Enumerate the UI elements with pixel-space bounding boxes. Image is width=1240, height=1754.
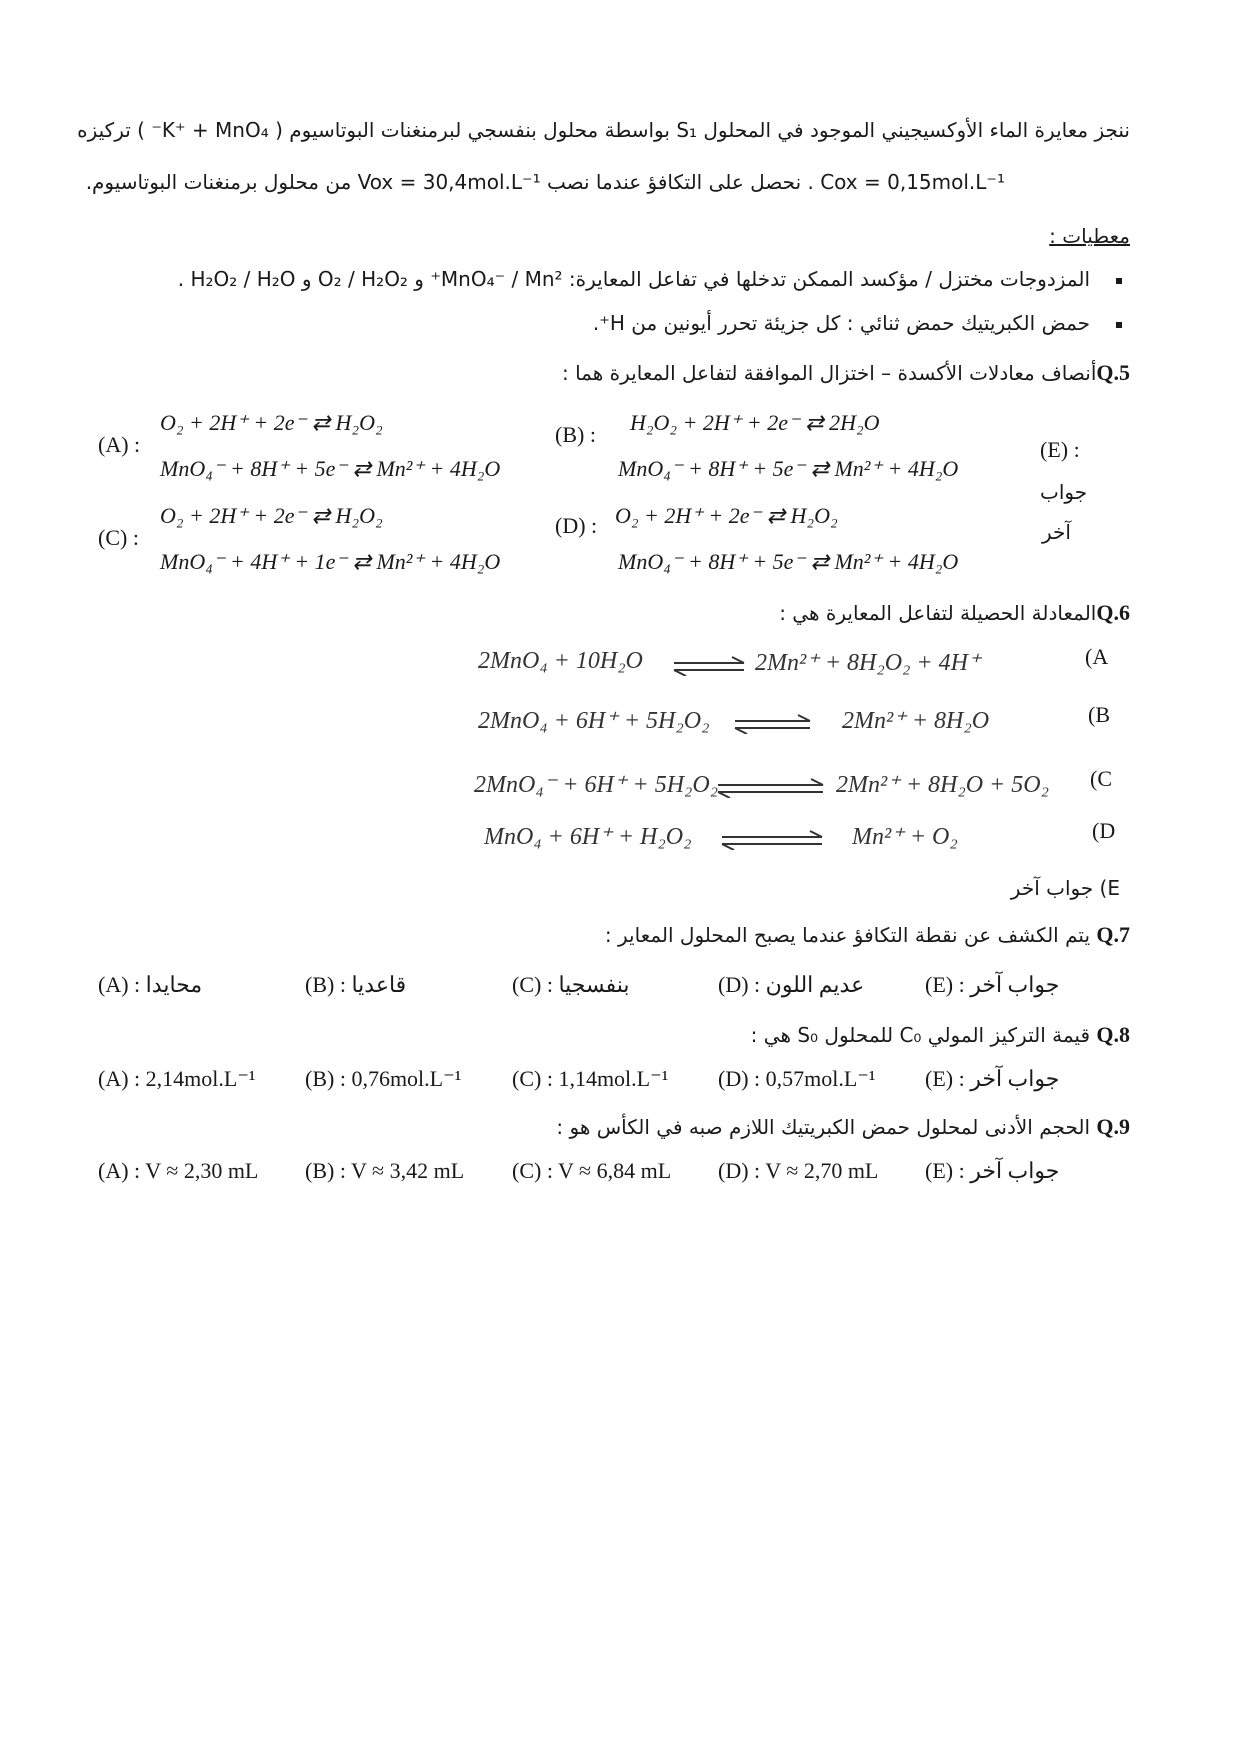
q6-number: Q.6 bbox=[1096, 600, 1130, 625]
q9-option-B[interactable]: (B) : V ≈ 3,42 mL bbox=[305, 1158, 465, 1183]
equilibrium-arrow-icon bbox=[716, 778, 826, 798]
q5-A-eq2: MnO₄⁻ + 8H⁺ + 5e⁻ ⇄ Mn²⁺ + 4H₂O bbox=[160, 456, 501, 481]
q6-D-lhs: MnO₄ + 6H⁺ + H₂O₂ bbox=[484, 824, 692, 850]
q8-option-C[interactable]: (C) : 1,14mol.L⁻¹ bbox=[512, 1066, 669, 1091]
givens-bullet-2: حمض الكبريتيك حمض ثنائي : كل جزيئة تحرر أيونين من H⁺. bbox=[592, 311, 1090, 335]
q5-D-eq2: MnO₄⁻ + 8H⁺ + 5e⁻ ⇄ Mn²⁺ + 4H₂O bbox=[618, 549, 959, 574]
q8-option-D[interactable]: (D) : 0,57mol.L⁻¹ bbox=[718, 1066, 876, 1091]
q9-heading bbox=[556, 1114, 1130, 1140]
q9-number: Q.9 bbox=[1096, 1114, 1130, 1139]
q7-option-D[interactable]: (D) : عديم اللون bbox=[718, 972, 865, 997]
equilibrium-arrow-icon bbox=[720, 830, 825, 850]
q9-option-D[interactable]: (D) : V ≈ 2,70 mL bbox=[718, 1158, 879, 1183]
intro-line-1: ننجز معايرة الماء الأوكسيجيني الموجود في المحلول S₁ بواسطة محلول بنفسجي لبرمنغنات البوتاسيوم ( K⁺ + MnO₄⁻ ) تركيزه bbox=[77, 118, 1130, 142]
q6-C-lhs: 2MnO₄⁻ + 6H⁺ + 5H₂O₂ bbox=[474, 772, 719, 798]
q7-option-A[interactable]: (A) : محايدا bbox=[98, 972, 203, 997]
q6-C-rhs: 2Mn²⁺ + 8H₂O + 5O₂ bbox=[836, 772, 1049, 798]
q8-heading bbox=[751, 1022, 1130, 1048]
q5-B-eq2: MnO₄⁻ + 8H⁺ + 5e⁻ ⇄ Mn²⁺ + 4H₂O bbox=[618, 456, 959, 481]
q5-B-eq1: H₂O₂ + 2H⁺ + 2e⁻ ⇄ 2H₂O bbox=[630, 410, 880, 435]
q6-B-rhs: 2Mn²⁺ + 8H₂O bbox=[842, 708, 990, 734]
q5-E-line2: آخر bbox=[1042, 520, 1071, 544]
givens-title: معطيات : bbox=[1049, 224, 1130, 248]
bullet-marker-1 bbox=[1116, 278, 1122, 284]
q5-A-eq1: O₂ + 2H⁺ + 2e⁻ ⇄ H₂O₂ bbox=[160, 410, 383, 435]
equilibrium-arrow-icon bbox=[672, 656, 747, 676]
q5-D-label: (D) : bbox=[555, 513, 598, 538]
q5-heading bbox=[562, 360, 1130, 386]
q5-B-label: (B) : bbox=[555, 422, 596, 447]
q5-C-eq2: MnO₄⁻ + 4H⁺ + 1e⁻ ⇄ Mn²⁺ + 4H₂O bbox=[160, 549, 501, 574]
q7-number: Q.7 bbox=[1096, 922, 1130, 947]
q8-text: قيمة التركيز المولي C₀ للمحلول S₀ هي : bbox=[750, 1023, 1091, 1047]
q7-option-B[interactable]: (B) : قاعديا bbox=[305, 972, 407, 997]
q6-D-rhs: Mn²⁺ + O₂ bbox=[852, 824, 958, 850]
q9-option-A[interactable]: (A) : V ≈ 2,30 mL bbox=[98, 1158, 259, 1183]
bullet-marker-2 bbox=[1116, 322, 1122, 328]
q7-heading bbox=[605, 922, 1130, 948]
q5-A-label: (A) : bbox=[98, 432, 141, 457]
q6-heading bbox=[779, 600, 1130, 626]
q6-A-rhs: 2Mn²⁺ + 8H₂O₂ + 4H⁺ bbox=[755, 650, 981, 676]
q6-text: المعادلة الحصيلة لتفاعل المعايرة هي : bbox=[779, 601, 1097, 625]
q6-B-lhs: 2MnO₄ + 6H⁺ + 5H₂O₂ bbox=[478, 708, 710, 734]
q5-E-line1: جواب bbox=[1040, 480, 1088, 504]
q7-option-C[interactable]: (C) : بنفسجيا bbox=[512, 972, 630, 997]
q6-D-label: (D bbox=[1092, 818, 1116, 843]
q6-E-option: E) جواب آخر bbox=[1010, 876, 1120, 900]
equilibrium-arrow-icon bbox=[733, 714, 813, 734]
q7-text: يتم الكشف عن نقطة التكافؤ عندما يصبح المحلول المعاير : bbox=[604, 923, 1091, 947]
q8-number: Q.8 bbox=[1096, 1022, 1130, 1047]
q6-A-label: (A bbox=[1085, 644, 1109, 669]
givens-bullet-1: المزدوجات مختزل / مؤكسد الممكن تدخلها في تفاعل المعايرة: MnO₄⁻ / Mn²⁺ و O₂ / H₂O₂ و H₂O₂ / H₂O . bbox=[177, 267, 1090, 291]
q9-option-E[interactable]: (E) : جواب آخر bbox=[925, 1158, 1060, 1183]
intro-line-2: Cox = 0,15mol.L⁻¹ . نحصل على التكافؤ عندما نصب Vox = 30,4mol.L⁻¹ من محلول برمنغنات البوتاسيوم. bbox=[85, 170, 1005, 194]
q6-A-lhs: 2MnO₄ + 10H₂O bbox=[478, 648, 643, 674]
q9-text: الحجم الأدنى لمحلول حمض الكبريتيك اللازم صبه في الكأس هو : bbox=[556, 1115, 1091, 1139]
q5-D-eq1: O₂ + 2H⁺ + 2e⁻ ⇄ H₂O₂ bbox=[615, 503, 838, 528]
q5-C-eq1: O₂ + 2H⁺ + 2e⁻ ⇄ H₂O₂ bbox=[160, 503, 383, 528]
q5-C-label: (C) : bbox=[98, 525, 139, 550]
q8-option-B[interactable]: (B) : 0,76mol.L⁻¹ bbox=[305, 1066, 462, 1091]
q6-B-label: (B bbox=[1088, 702, 1110, 727]
q8-option-A[interactable]: (A) : 2,14mol.L⁻¹ bbox=[98, 1066, 256, 1091]
q6-C-label: (C bbox=[1090, 766, 1112, 791]
q5-number: Q.5 bbox=[1096, 360, 1130, 385]
q7-option-E[interactable]: (E) : جواب آخر bbox=[925, 972, 1060, 997]
q5-E-label: (E) : bbox=[1040, 437, 1080, 462]
q5-text: أنصاف معادلات الأكسدة – اختزال الموافقة لتفاعل المعايرة هما : bbox=[561, 361, 1097, 385]
q8-option-E[interactable]: (E) : جواب آخر bbox=[925, 1066, 1060, 1091]
q9-option-C[interactable]: (C) : V ≈ 6,84 mL bbox=[512, 1158, 672, 1183]
